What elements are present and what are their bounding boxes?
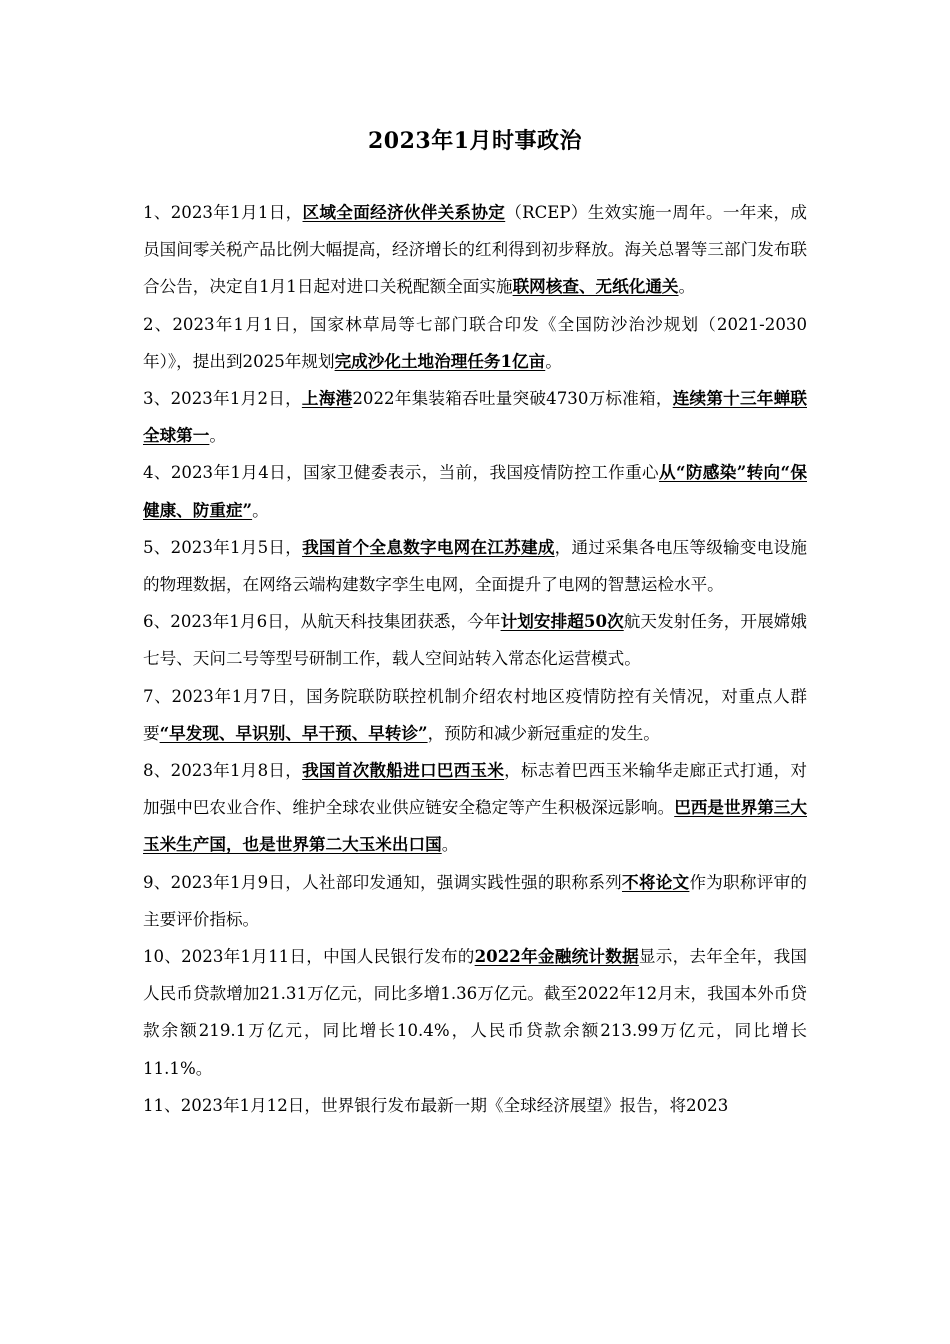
body-text: 4、2023年1月4日，国家卫健委表示，当前，我国疫情防控工作重心 [143, 463, 659, 483]
highlight-text: 从“防感染”转向“保健康、防重症” [143, 462, 807, 520]
body-text: ，通过采集各电压等级输变电设施的物理数据，在网络云端构建数字孪生电网，全面提升了电网的智慧运检水平。 [143, 537, 808, 595]
highlight-text: 我国首次散船进口巴西玉米 [302, 760, 505, 781]
body-text: ，标志着巴西玉米输华走廊正式打通，对加强中巴农业合作、维护全球农业供应链安全稳定等产生积极深远影响。 [143, 761, 808, 818]
news-item [143, 678, 807, 752]
body-text: 。 [678, 277, 696, 297]
body-text: 1、2023年1月1日， [143, 203, 303, 222]
page-title: 2023年1月时事政治 [367, 128, 583, 154]
highlight-text: “早发现、早识别、早干预、早转诊” [159, 722, 428, 743]
body-text: 9、2023年1月9日，人社部印发通知，强调实践性强的职称系列 [143, 872, 623, 892]
body-text: 2022年集装箱吞吐量突破4730万标准箱， [352, 389, 673, 409]
body-text: 2、2023年1月1日，国家林草局等七部门联合印发《全国防沙治沙规划（2021-2030年）》，提出到2025年规划 [143, 314, 807, 371]
body-text: 显示，去年全年，我国人民币贷款增加21.31万亿元，同比多增1.36万亿元。截至2022年12月末，我国本外币贷款余额219.1万亿元，同比增长10.4%，人民币贷款余额213.99万亿元，同比增长11.1%。 [143, 947, 807, 1078]
document-body [143, 194, 807, 1124]
highlight-text: 不将论文 [622, 871, 690, 892]
news-item [143, 306, 807, 380]
highlight-text: 计划安排超50次 [500, 611, 624, 632]
news-item [143, 938, 807, 1087]
body-text: ，预防和减少新冠重症的发生。 [427, 723, 660, 743]
highlight-text: 完成沙化土地治理任务1亿亩 [334, 350, 546, 371]
body-text: 5、2023年1月5日， [143, 537, 303, 557]
body-text: 3、2023年1月2日， [143, 389, 302, 409]
body-text: 8、2023年1月8日， [143, 761, 303, 781]
highlight-text: 我国首个全息数字电网在江苏建成 [302, 536, 555, 557]
news-item [143, 380, 807, 454]
body-text: 作为职称评审的主要评价指标。 [143, 872, 808, 929]
news-item [143, 454, 807, 528]
news-item [143, 603, 807, 677]
body-text: 11、2023年1月12日，世界银行发布最新一期《全球经济展望》报告，将2023 [143, 1095, 729, 1115]
highlight-text: 上海港 [301, 388, 353, 409]
body-text: 。 [252, 500, 269, 520]
body-text: 6、2023年1月6日，从航天科技集团获悉，今年 [143, 612, 501, 632]
news-item [143, 752, 807, 864]
highlight-text: 联网核查、无纸化通关 [512, 276, 679, 297]
news-item [143, 1087, 807, 1124]
highlight-text: 巴西是世界第三大玉米生产国，也是世界第二大玉米出口国 [143, 797, 807, 855]
body-text: 。 [209, 426, 226, 446]
body-text: 。 [545, 351, 562, 371]
news-item [143, 864, 807, 938]
body-text: 10、2023年1月11日，中国人民银行发布的 [143, 947, 475, 967]
highlight-text: 区域全面经济伙伴关系协定 [302, 202, 506, 222]
news-item [143, 529, 807, 603]
body-text: 。 [441, 835, 459, 855]
news-item [143, 194, 807, 306]
highlight-text: 连续第十三年蝉联全球第一 [143, 388, 807, 446]
body-text: 7、2023年1月7日，国务院联防联控机制介绍农村地区疫情防控有关情况，对重点人群要 [143, 686, 807, 743]
body-text: 航天发射任务，开展嫦娥七号、天问二号等型号研制工作，载人空间站转入常态化运营模式。 [143, 612, 808, 669]
highlight-text: 2022年金融统计数据 [474, 946, 639, 967]
body-text: （RCEP）生效实施一周年。一年来，成员国间零关税产品比例大幅提高，经济增长的红利得到初步释放。海关总署等三部门发布联合公告，决定自1月1日起对进口关税配额全面实施 [143, 203, 808, 297]
